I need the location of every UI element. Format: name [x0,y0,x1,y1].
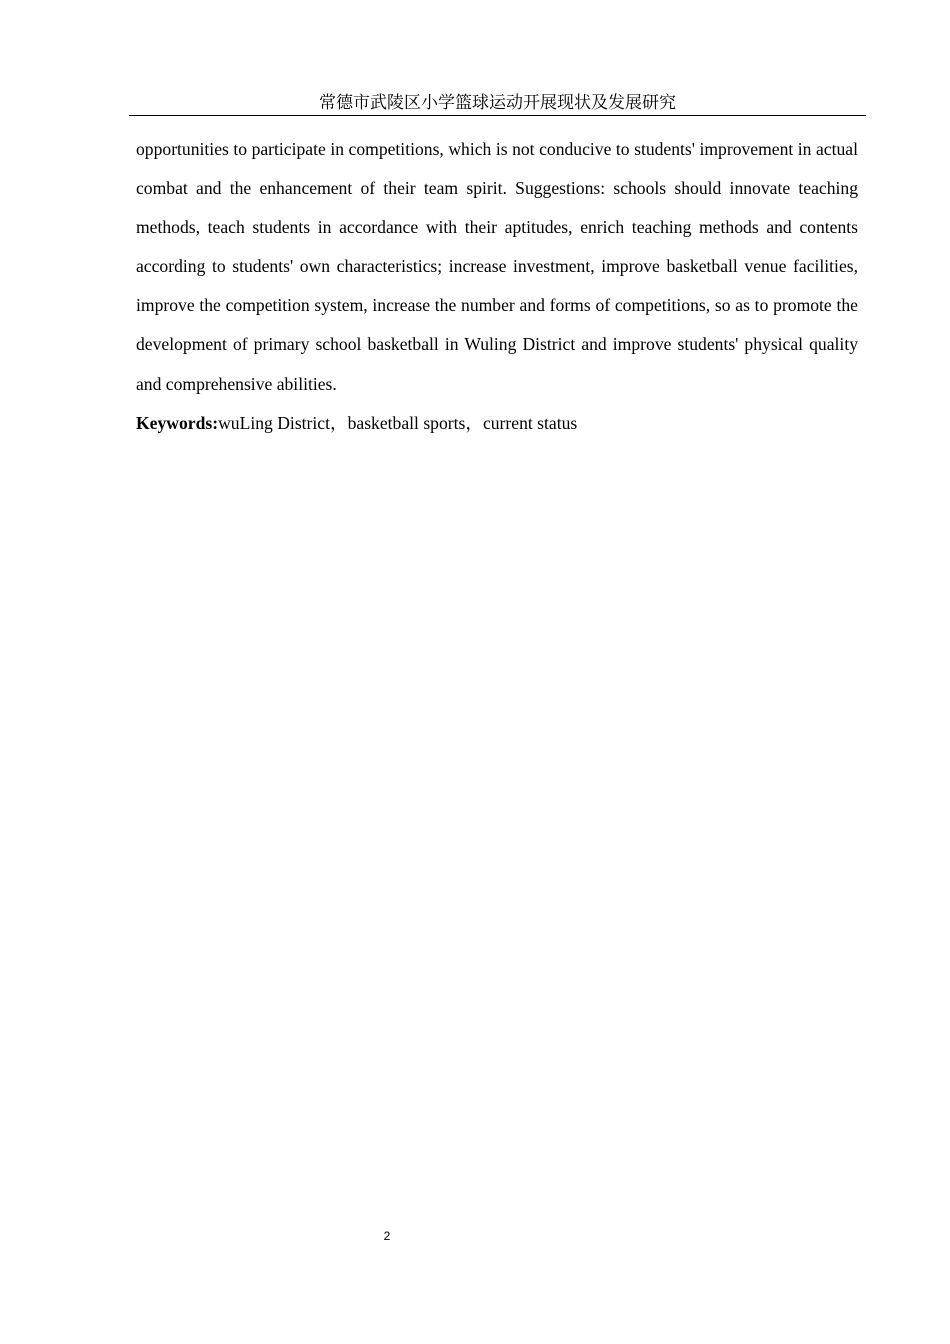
keywords-label: Keywords: [136,413,219,433]
page-header [129,92,866,116]
header-title: 常德市武陵区小学篮球运动开展现状及发展研究 [319,93,676,113]
keywords-value: wuLing District，basketball sports，current status [218,413,578,433]
keywords-line [136,404,858,443]
abstract-body: opportunities to participate in competitions, which is not conducive to students' improvement in actual combat and the enhancement of their team spirit. Suggestions: schools should innovate teaching methods, teach students in accordance with their aptitudes, enrich teaching methods and contents according to students' own characteristics; increase investment, improve basketball venue facilities, improve the competition system, increase the number and forms of competitions, so as to promote the development of primary school basketball in Wuling District and improve students' physical quality and comprehensive abilities. [136,139,858,394]
page-number: 2 [383,1229,391,1243]
